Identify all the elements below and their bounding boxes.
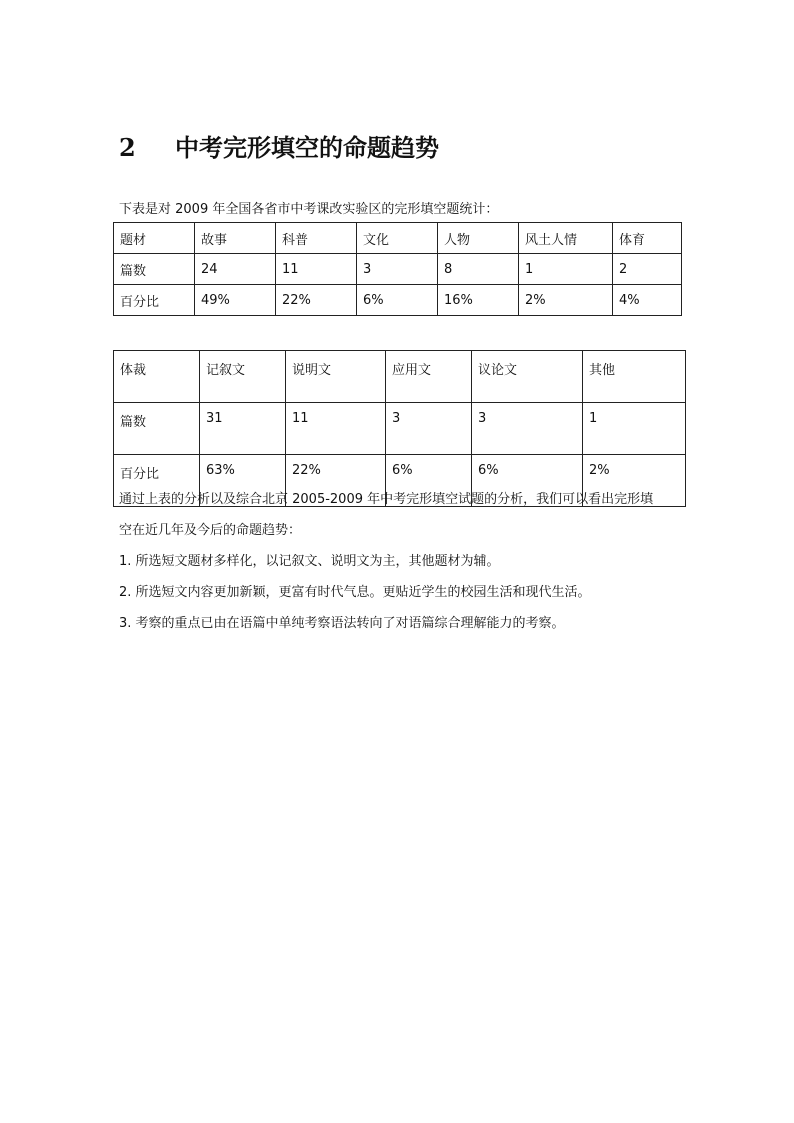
table-cell: 体裁 — [114, 351, 200, 403]
table-cell: 49% — [195, 285, 276, 316]
analysis-paragraph — [119, 484, 699, 546]
table-cell: 2 — [613, 254, 682, 285]
table-cell: 4% — [613, 285, 682, 316]
table-cell: 体育 — [613, 223, 682, 254]
table-row — [114, 285, 682, 316]
table-cell: 百分比 — [114, 285, 195, 316]
table-cell: 1 — [519, 254, 613, 285]
table-cell: 篇数 — [114, 403, 200, 455]
table-cell: 6% — [472, 455, 583, 507]
table-cell: 故事 — [195, 223, 276, 254]
table-cell: 题材 — [114, 223, 195, 254]
table-cell: 3 — [386, 403, 472, 455]
table-intro: 下表是对 2009 年全国各省市中考课改实验区的完形填空题统计： — [119, 202, 499, 217]
table-cell: 2% — [519, 285, 613, 316]
table-cell: 其他 — [583, 351, 686, 403]
table-cell: 16% — [438, 285, 519, 316]
topic-statistics-table — [113, 222, 682, 316]
analysis-line: 通过上表的分析以及综合北京 2005-2009 年中考完形填空试题的分析，我们可以看出完形填 — [119, 492, 654, 507]
table-row — [114, 351, 686, 403]
trend-item: 3. 考察的重点已由在语篇中单纯考察语法转向了对语篇综合理解能力的考察。 — [119, 616, 565, 631]
table-cell: 22% — [276, 285, 357, 316]
table-cell: 1 — [583, 403, 686, 455]
section-title: 中考完形填空的命题趋势 — [175, 133, 439, 162]
table-cell: 人物 — [438, 223, 519, 254]
table-cell: 3 — [472, 403, 583, 455]
section-number: 2 — [119, 133, 136, 162]
table-cell: 31 — [200, 403, 286, 455]
table-cell: 63% — [200, 455, 286, 507]
table-cell: 说明文 — [286, 351, 386, 403]
table-cell: 11 — [276, 254, 357, 285]
table-cell: 风土人情 — [519, 223, 613, 254]
table-cell: 2% — [583, 455, 686, 507]
table-cell: 应用文 — [386, 351, 472, 403]
table-cell: 6% — [357, 285, 438, 316]
table-cell: 24 — [195, 254, 276, 285]
table-row — [114, 254, 682, 285]
table-cell: 8 — [438, 254, 519, 285]
table-row — [114, 223, 682, 254]
table-cell: 科普 — [276, 223, 357, 254]
table-cell: 文化 — [357, 223, 438, 254]
trend-item: 2. 所选短文内容更加新颖，更富有时代气息。更贴近学生的校园生活和现代生活。 — [119, 585, 591, 600]
table-row — [114, 403, 686, 455]
table-cell: 3 — [357, 254, 438, 285]
trend-item: 1. 所选短文题材多样化，以记叙文、说明文为主，其他题材为辅。 — [119, 554, 500, 569]
table-cell: 记叙文 — [200, 351, 286, 403]
table-cell: 22% — [286, 455, 386, 507]
table-cell: 百分比 — [114, 455, 200, 507]
table-cell: 议论文 — [472, 351, 583, 403]
section-heading — [119, 128, 439, 163]
analysis-line: 空在近几年及今后的命题趋势： — [119, 523, 302, 538]
table-cell: 篇数 — [114, 254, 195, 285]
table-cell: 6% — [386, 455, 472, 507]
table-cell: 11 — [286, 403, 386, 455]
